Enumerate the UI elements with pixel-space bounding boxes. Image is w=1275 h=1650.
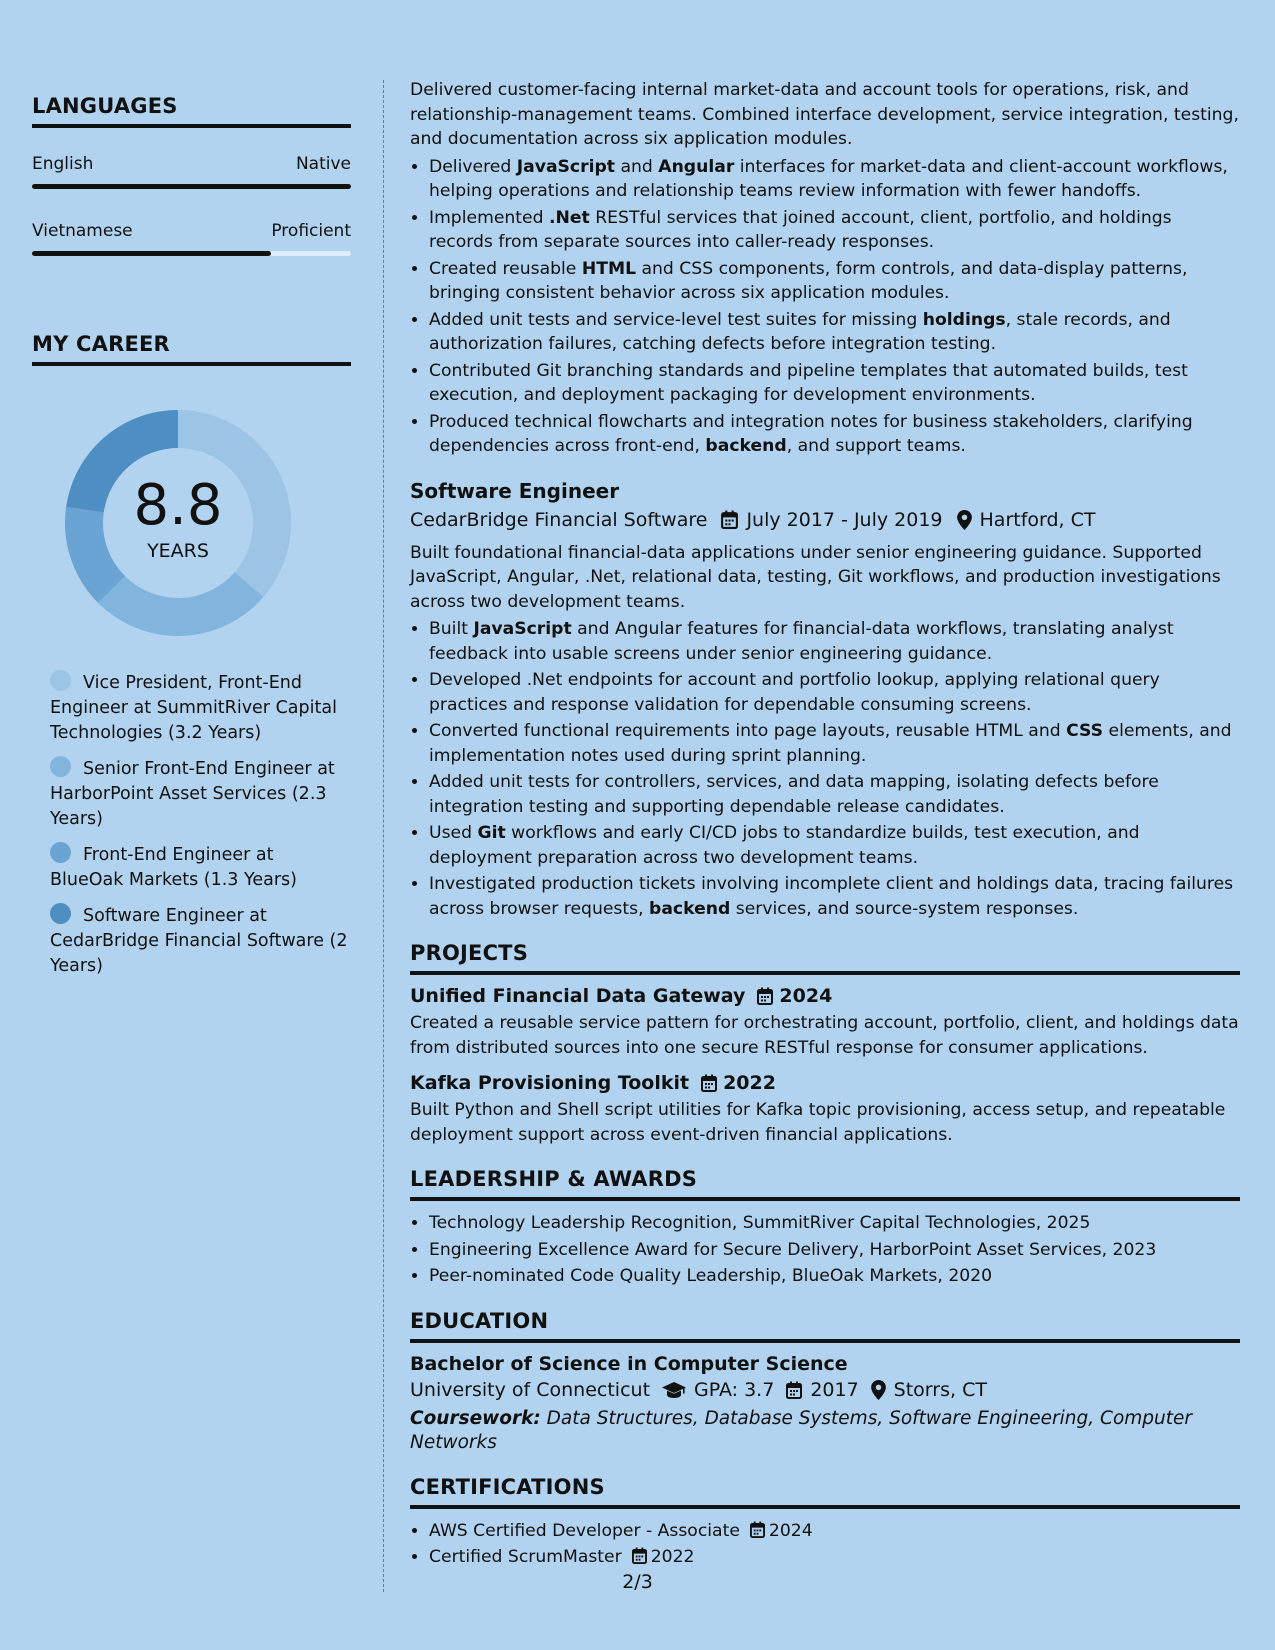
column-divider (383, 80, 384, 1592)
school-name: University of Connecticut (410, 1378, 651, 1401)
project-name: Unified Financial Data Gateway (410, 985, 746, 1007)
calendar-icon (786, 1381, 802, 1399)
career-total-unit: YEARS (147, 540, 209, 562)
job-bullet: • Added unit tests for controllers, services, and data mapping, isolating defects before integration testing and supporting dependable release candidates. (429, 770, 1240, 819)
awards-section (410, 1167, 1240, 1289)
job-bullet: • Created reusable HTML and CSS components, form controls, and data-display patterns, bringing consistent behavior across six application modules. (429, 257, 1240, 306)
language-proficiency-bar (32, 184, 351, 189)
legend-label: Vice President, Front-End Engineer at SummitRiver Capital Technologies (3.2 Years) (50, 673, 337, 743)
projects-heading: PROJECTS (410, 941, 1240, 975)
graduation-cap-icon (662, 1381, 686, 1399)
gpa: GPA: 3.7 (694, 1378, 775, 1401)
coursework-list: Data Structures, Database Systems, Software Engineering, Computer Networks (410, 1407, 1192, 1453)
left-column (32, 94, 351, 989)
career-legend-item (50, 670, 351, 746)
job-bullet: • Delivered JavaScript and Angular interfaces for market-data and client-account workflows, helping operations and relationship teams review information with fewer handoffs. (429, 155, 1240, 204)
legend-dot (50, 670, 71, 691)
certifications-section (410, 1475, 1240, 1570)
job-bullet: • Developed .Net endpoints for account and portfolio lookup, applying relational query practices and response validation for dependable consuming screens. (429, 668, 1240, 717)
education-meta (410, 1379, 1240, 1401)
awards-heading: LEADERSHIP & AWARDS (410, 1167, 1240, 1201)
project-year: 2024 (779, 985, 833, 1007)
education-heading: EDUCATION (410, 1309, 1240, 1343)
job-bullet: • Contributed Git branching standards and pipeline templates that automated builds, test execution, and deployment packaging for development environments. (429, 359, 1240, 408)
calendar-icon (750, 1521, 765, 1538)
job-summary: Built foundational financial-data applications under senior engineering guidance. Supported JavaScript, Angular, .Net, relational data, testing, Git workflows, and production investigations across two development teams. (410, 542, 1221, 612)
project-title (410, 1072, 1240, 1094)
certifications-list (410, 1519, 1240, 1570)
job-bullet: • Produced technical flowcharts and integration notes for business stakeholders, clarifying dependencies across front-end, backend, and support teams. (429, 410, 1240, 459)
job-meta (410, 509, 1240, 531)
award-item: • Peer-nominated Code Quality Leadership, BlueOak Markets, 2020 (429, 1264, 1240, 1289)
job-bullets (410, 155, 1240, 459)
legend-dot (50, 903, 71, 924)
career-legend (32, 670, 351, 979)
career-legend-item (50, 756, 351, 832)
calendar-icon (721, 510, 738, 529)
projects-section (410, 941, 1240, 1147)
language-item (32, 154, 351, 189)
job-bullets (410, 617, 1240, 921)
graduation-year: 2017 (810, 1378, 859, 1401)
job-bullet: • Converted functional requirements into page layouts, reusable HTML and CSS elements, and implementation notes used during sprint planning. (429, 719, 1240, 768)
coursework-label: Coursework: (410, 1407, 541, 1429)
project-year: 2022 (723, 1072, 776, 1094)
career-heading: MY CAREER (32, 332, 351, 366)
map-pin-icon (957, 510, 972, 530)
language-name: English (32, 154, 94, 174)
job-company: CedarBridge Financial Software (410, 508, 708, 531)
education-section (410, 1309, 1240, 1455)
certification-year: 2022 (650, 1547, 695, 1567)
legend-label: Software Engineer at CedarBridge Financial Software (2 Years) (50, 906, 348, 976)
job-dates: July 2017 - July 2019 (746, 508, 943, 531)
job-location: Hartford, CT (979, 508, 1096, 531)
language-name: Vietnamese (32, 221, 133, 241)
legend-label: Front-End Engineer at BlueOak Markets (1.3 Years) (50, 845, 297, 890)
job-bullet: • Added unit tests and service-level test suites for missing holdings, stale records, and authorization failures, catching defects before integration testing. (429, 308, 1240, 357)
calendar-icon (701, 1074, 717, 1092)
certifications-heading: CERTIFICATIONS (410, 1475, 1240, 1509)
career-donut-chart (65, 410, 291, 636)
language-item (32, 221, 351, 256)
project-title (410, 985, 1240, 1007)
degree-title: Bachelor of Science in Computer Science (410, 1352, 848, 1375)
language-level: Proficient (271, 221, 351, 241)
job-bullet: • Built JavaScript and Angular features for financial-data workflows, translating analyst feedback into usable screens under senior engineering guidance. (429, 617, 1240, 666)
project-description: Built Python and Shell script utilities for Kafka topic provisioning, access setup, and repeatable deployment support across event-driven financial applications. (410, 1100, 1226, 1145)
job-bullet: • Used Git workflows and early CI/CD jobs to standardize builds, test execution, and deployment preparation across two development teams. (429, 821, 1240, 870)
language-proficiency-fill (32, 251, 271, 256)
project-name: Kafka Provisioning Toolkit (410, 1072, 690, 1094)
job-summary: Delivered customer-facing internal market-data and account tools for operations, risk, and relationship-management teams. Combined interface development, service integration, testing, and documentation across six application modules. (410, 80, 1239, 149)
legend-label: Senior Front-End Engineer at HarborPoint Asset Services (2.3 Years) (50, 759, 335, 829)
certification-item (429, 1519, 1240, 1544)
certification-year: 2024 (768, 1520, 813, 1541)
awards-list (410, 1211, 1240, 1289)
language-proficiency-bar (32, 251, 351, 256)
job-bullet: • Investigated production tickets involving incomplete client and holdings data, tracing failures across browser requests, backend services, and source-system responses. (429, 872, 1240, 921)
certification-item (429, 1545, 1240, 1570)
calendar-icon (757, 987, 773, 1005)
legend-dot (50, 756, 71, 777)
right-column (410, 78, 1240, 1572)
legend-dot (50, 842, 71, 863)
languages-heading: LANGUAGES (32, 94, 351, 128)
page-number: 2/3 (622, 1571, 653, 1593)
language-level: Native (295, 154, 351, 174)
career-legend-item (50, 903, 351, 979)
calendar-icon (632, 1547, 647, 1564)
project-description: Created a reusable service pattern for orchestrating account, portfolio, client, and holdings data from distributed sources into one secure RESTful response for consumer applications. (410, 1013, 1239, 1058)
school-location: Storrs, CT (893, 1378, 987, 1401)
award-item: • Technology Leadership Recognition, SummitRiver Capital Technologies, 2025 (429, 1211, 1240, 1236)
job-title: Software Engineer (410, 478, 620, 503)
certification-name: Certified ScrumMaster (429, 1547, 622, 1567)
career-total-years: 8.8 (133, 473, 223, 538)
job-bullet: • Implemented .Net RESTful services that joined account, client, portfolio, and holdings records from separate sources into caller-ready responses. (429, 206, 1240, 255)
certification-name: AWS Certified Developer - Associate (429, 1520, 740, 1541)
language-proficiency-fill (32, 184, 351, 189)
career-legend-item (50, 842, 351, 893)
map-pin-icon (871, 1380, 886, 1400)
coursework (410, 1407, 1240, 1455)
award-item: • Engineering Excellence Award for Secure Delivery, HarborPoint Asset Services, 2023 (429, 1238, 1240, 1263)
